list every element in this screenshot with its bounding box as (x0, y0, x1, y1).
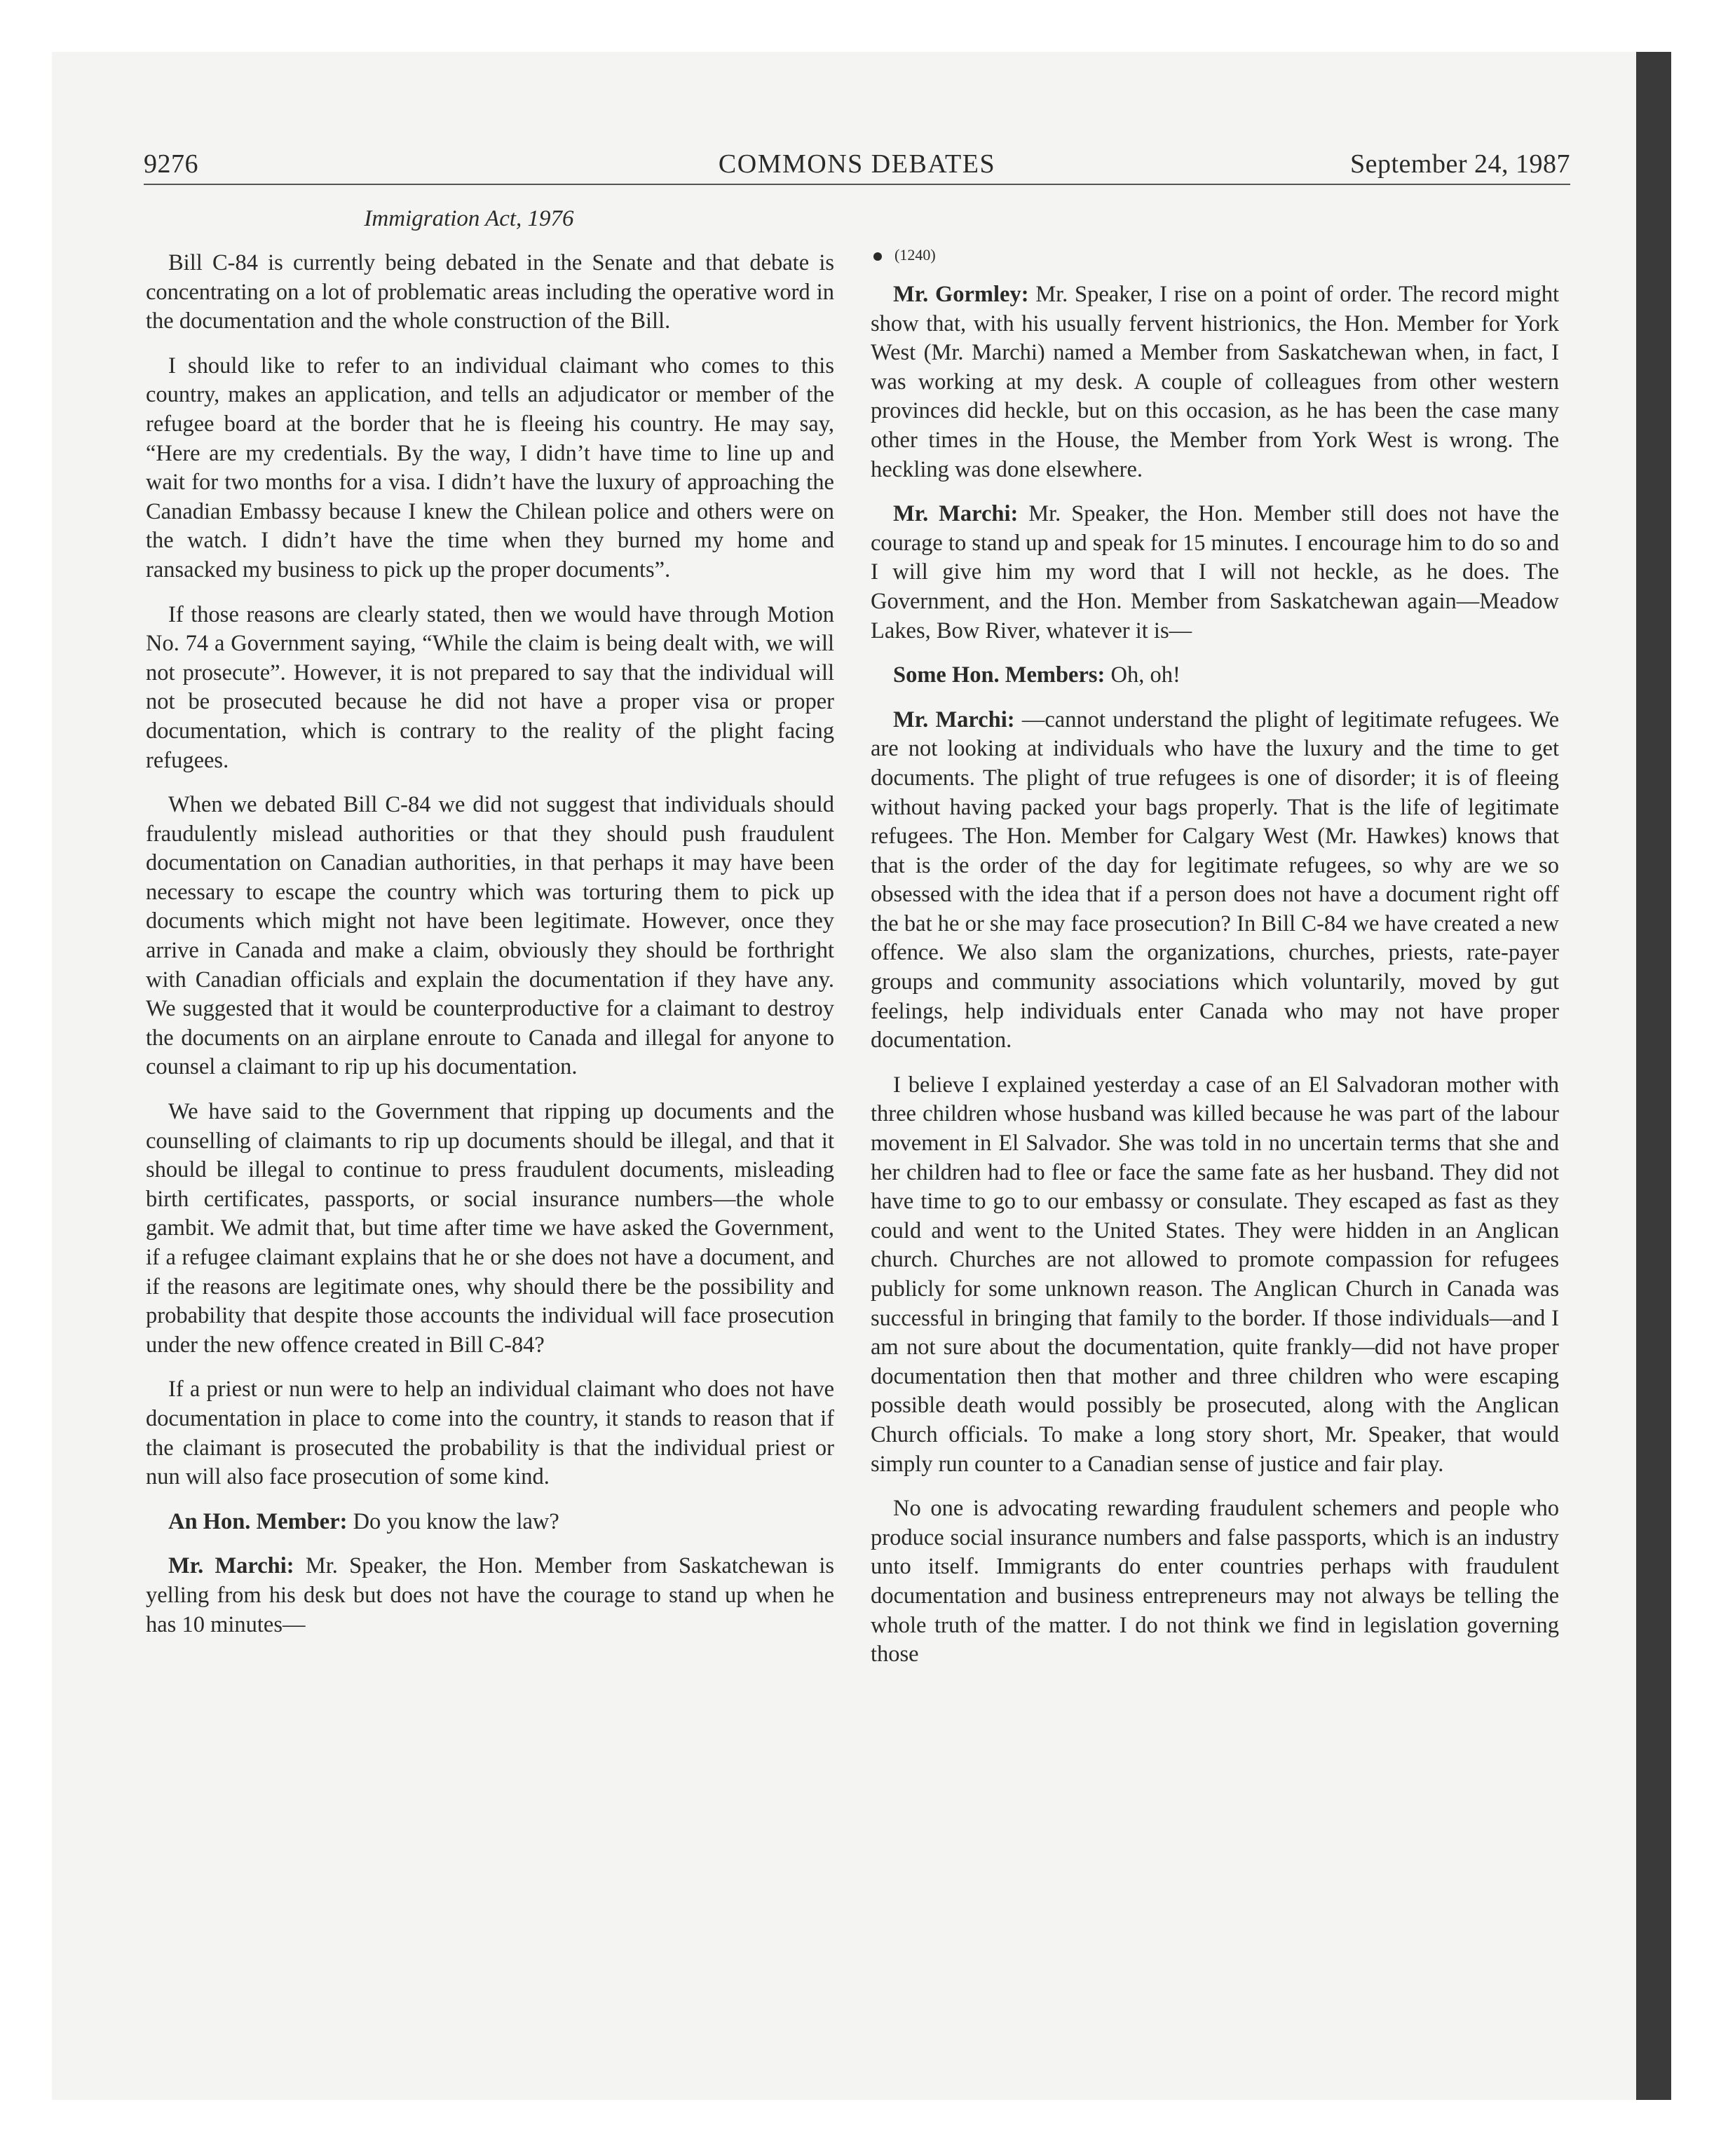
speech-text: Mr. Speaker, the Hon. Member still does not have the courage to stand up and speak for 15 minutes. I encourage him to do so and I will give him my word that I will not heckle, as he does. The Government, and the Hon. Member from Saskatchewan again—Meadow Lakes, Bow River, whatever it is— (871, 501, 1560, 643)
speech-paragraph (871, 280, 1559, 484)
right-column (871, 243, 1559, 1685)
paragraph: We have said to the Government that ripping up documents and the counselling of claimants to rip up documents should be illegal, and that it should be illegal to continue to press fraudulent documents, misleading birth certificates, passports, or social insurance numbers—the whole gambit. We admit that, but time after time we have asked the Government, if a refugee claimant explains that he or she does not have a document, and if the reasons are legitimate ones, why should there be the possibility and probability that despite those accounts the individual will face prosecution under the new offence created in Bill C-84? (146, 1099, 834, 1358)
time-marker (871, 243, 1559, 268)
paragraph: Bill C-84 is currently being debated in the Senate and that debate is concentrating on a lot of problematic areas including the operative word in the documentation and the whole construction of the Bill. (146, 250, 834, 334)
speaker-name: Mr. Marchi: (893, 501, 1019, 527)
section-title: Immigration Act, 1976 (364, 206, 574, 231)
paragraph: I should like to refer to an individual claimant who comes to this country, makes an application, and tells an adjudicator or member of the refugee board at the border that he is fleeing his country. He may say, “Here are my credentials. By the way, I didn’t have time to line up and wait for two months for a visa. I didn’t have the luxury of approaching the Canadian Embassy because I knew the Chilean police and others were on the watch. I didn’t have the time when they burned my home and ransacked my business to pick up the proper documents”. (146, 353, 834, 582)
paragraph: When we debated Bill C-84 we did not suggest that individuals should fraudulently mislead authorities or that they should push fraudulent documentation on Canadian authorities, in that perhaps it may have been necessary to escape the country which was torturing them to pick up documents which might not have been legitimate. However, once they arrive in Canada and make a claim, obviously they should be forthright with Canadian officials and explain the documentation if they have any. We suggested that it would be counterproductive for a claimant to destroy the documents on an airplane enroute to Canada and illegal for anyone to counsel a claimant to rip up his documentation. (146, 792, 834, 1080)
speaker-name: Some Hon. Members: (893, 662, 1105, 688)
paragraph: No one is advocating rewarding fraudulent schemers and people who produce social insurance numbers and false passports, which is an industry unto itself. Immigrants do enter countries perhaps with fraudulent documentation and business entrepreneurs may not always be telling the whole truth of the matter. I do not think we find in legislation governing those (871, 1496, 1559, 1667)
speech-paragraph (871, 706, 1559, 1056)
scan-edge-shadow (1636, 52, 1671, 2100)
speaker-name: Mr. Gormley: (893, 282, 1029, 307)
speech-text: Oh, oh! (1105, 662, 1181, 688)
speaker-name: Mr. Marchi: (893, 707, 1015, 732)
paragraph: If a priest or nun were to help an individual claimant who does not have documentation in place to come into the country, it stands to reason that if the claimant is prosecuted the probability is that the individual priest or nun will also face prosecution of some kind. (146, 1377, 834, 1490)
speaker-name: Mr. Marchi: (168, 1553, 294, 1579)
time-marker-label: (1240) (894, 246, 936, 264)
paragraph: If those reasons are clearly stated, then we would have through Motion No. 74 a Government saying, “While the claim is being dealt with, we will not prosecute”. However, it is not prepared to say that the individual will not be prosecuted because he did not have a proper visa or proper documentation, which is contrary to the reality of the plight facing refugees. (146, 601, 834, 773)
bullet-icon (873, 252, 882, 261)
page-header (144, 149, 1570, 185)
speaker-name: An Hon. Member: (168, 1508, 348, 1534)
speech-paragraph (871, 661, 1559, 690)
left-column (146, 205, 834, 1655)
speech-paragraph (871, 500, 1559, 646)
publication-date: September 24, 1987 (1349, 149, 1570, 179)
speech-text: —cannot understand the plight of legitimate refugees. We are not looking at individuals who have the luxury and the time to get documents. The plight of true refugees is one of disorder; it is of fleeing without having packed your bags properly. That is the life of legitimate refugees. The Hon. Member for Calgary West (Mr. Hawkes) knows that that is the order of the day for legitimate refugees, so why are we so obsessed with the idea that if a person does not have a document right off the bat he or she may face prosecution? In Bill C-84 we have created a new offence. We also slam the organizations, churches, priests, rate-payer groups and community associations which voluntarily, moved by gut feelings, help individuals enter Canada who may not have proper documentation. (871, 707, 1559, 1053)
speech-text: Mr. Speaker, I rise on a point of order. The record might show that, with his usually fervent histrionics, the Hon. Member for York West (Mr. Marchi) named a Member from Saskatchewan when, in fact, I was working at my desk. A couple of colleagues from other western provinces did heckle, but on this occasion, as he has been the case many other times in the House, the Member from York West is wrong. The heckling was done elsewhere. (871, 282, 1560, 482)
speech-text: Do you know the law? (347, 1508, 559, 1534)
speech-paragraph (146, 1508, 834, 1537)
speech-text: Mr. Speaker, the Hon. Member from Saskatchewan is yelling from his desk but does not have the courage to stand up when he has 10 minutes— (146, 1553, 834, 1637)
paragraph: I believe I explained yesterday a case of an El Salvadoran mother with three children whose husband was killed because he was part of the labour movement in El Salvador. She was told in no uncertain terms that she and her children had to flee or face the same fate as her husband. They did not have time to go to our embassy or consulate. They escaped as fast as they could and went to the United States. They were hidden in an Anglican church. Churches are not allowed to promote compassion for refugees publicly for some unknown reason. The Anglican Church in Canada was successful in bringing that family to the border. If those individuals—and I am not sure about the documentation, quite frankly—did not have proper documentation then that mother and three children who were escaping possible death would possibly be prosecuted, along with the Anglican Church officials. To make a long story short, Mr. Speaker, that would simply run counter to a Canadian sense of justice and fair play. (871, 1072, 1559, 1477)
page-number: 9276 (144, 149, 198, 179)
publication-title: COMMONS DEBATES (718, 149, 996, 179)
speech-paragraph (146, 1552, 834, 1639)
